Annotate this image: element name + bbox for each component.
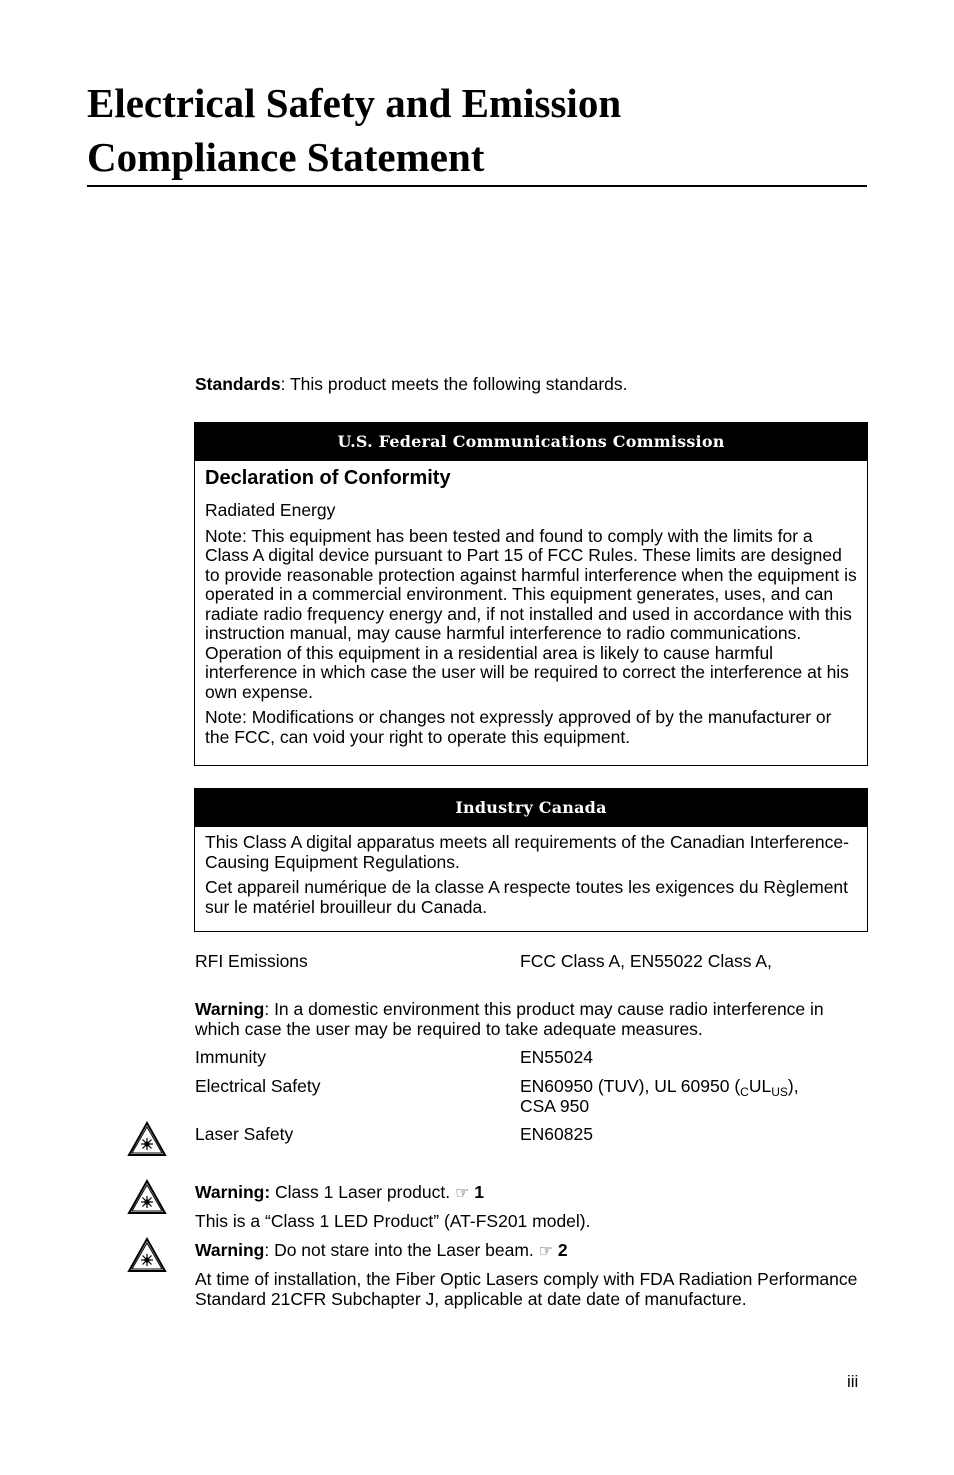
fcc-box bbox=[194, 422, 868, 766]
canada-box-header: Industry Canada bbox=[195, 789, 867, 827]
immunity-label: Immunity bbox=[195, 1047, 266, 1067]
electrical-safety-label: Electrical Safety bbox=[195, 1076, 321, 1096]
canada-english-text: This Class A digital apparatus meets all requirements of the Canadian Interference-Causing Equipment Regulations. bbox=[205, 832, 849, 872]
laser-warning-1-text: Class 1 Laser product. bbox=[270, 1182, 455, 1202]
canada-box bbox=[194, 788, 868, 932]
standards-intro bbox=[195, 375, 867, 395]
rfi-value: FCC Class A, EN55022 Class A, bbox=[520, 951, 772, 971]
es-ul: UL bbox=[748, 1076, 772, 1096]
title-line-2: Compliance Statement bbox=[87, 134, 485, 180]
es-line-2: CSA 950 bbox=[520, 1095, 590, 1116]
translation-ref-2: 2 bbox=[557, 1240, 568, 1260]
domestic-warning-label: Warning bbox=[195, 999, 265, 1019]
page-number: iii bbox=[847, 1372, 859, 1391]
es-sub-us: US bbox=[771, 1085, 788, 1099]
title-rule bbox=[87, 185, 867, 187]
laser-warning-2-label: Warning bbox=[195, 1240, 265, 1260]
pointing-hand-icon: ☞ bbox=[454, 1183, 470, 1202]
laser-warning-1-label: Warning: bbox=[195, 1182, 271, 1202]
led-product-text: This is a “Class 1 LED Product” (AT-FS201 model). bbox=[195, 1211, 591, 1231]
rfi-label: RFI Emissions bbox=[195, 951, 308, 971]
laser-warning-triangle-icon bbox=[127, 1237, 167, 1273]
domestic-warning-text: : In a domestic environment this product may cause radio interference in which case the user may be required to take adequate measures. bbox=[195, 999, 824, 1039]
es-sub-c: C bbox=[740, 1085, 749, 1099]
es-text-b: ), bbox=[787, 1076, 799, 1096]
fcc-box-header: U.S. Federal Communications Commission bbox=[195, 423, 867, 461]
immunity-value: EN55024 bbox=[520, 1047, 593, 1067]
laser-warning-1 bbox=[195, 1183, 867, 1203]
fcc-note-2: Note: Modifications or changes not expressly approved of by the manufacturer or the FCC, can void your right to operate this equipment. bbox=[205, 707, 832, 747]
electrical-safety-value bbox=[520, 1077, 865, 1116]
title-line-1: Electrical Safety and Emission bbox=[87, 80, 622, 126]
pointing-hand-icon: ☞ bbox=[538, 1241, 554, 1260]
laser-safety-value: EN60825 bbox=[520, 1124, 593, 1144]
laser-warning-triangle-icon bbox=[127, 1179, 167, 1215]
laser-warning-2-text: : Do not stare into the Laser beam. bbox=[264, 1240, 539, 1260]
fda-compliance-text: At time of installation, the Fiber Optic Lasers comply with FDA Radiation Performance Standard 21CFR Subchapter J, applicable at date date of manufacture. bbox=[195, 1269, 858, 1309]
fcc-note-1: Note: This equipment has been tested and found to comply with the limits for a Class A digital device pursuant to Part 15 of FCC Rules. These limits are designed to provide reasonable protection against harmful interference when the equipment is operated in a commercial environment. This equipment generates, uses, and can radiate radio frequency energy and, if not installed and used in accordance with this instruction manual, may cause harmful interference to radio communications. Operation of this equipment in a residential area is likely to cause harmful interference in which case the user will be required to correct the interference at his own expense. bbox=[205, 525, 857, 702]
laser-warning-2 bbox=[195, 1241, 867, 1261]
radiated-energy-label: Radiated Energy bbox=[205, 500, 336, 520]
domestic-warning bbox=[195, 1000, 867, 1039]
translation-ref-1: 1 bbox=[474, 1182, 484, 1202]
standards-text: : This product meets the following standards. bbox=[280, 374, 628, 394]
canada-french-text: Cet appareil numérique de la classe A respecte toutes les exigences du Règlement sur le matériel brouilleur du Canada. bbox=[205, 877, 849, 917]
declaration-heading: Declaration of Conformity bbox=[205, 467, 451, 489]
laser-warning-triangle-icon bbox=[127, 1121, 167, 1157]
es-text-a: EN60950 (TUV), UL 60950 ( bbox=[520, 1076, 741, 1096]
laser-safety-label: Laser Safety bbox=[195, 1124, 294, 1144]
standards-label: Standards bbox=[195, 374, 281, 394]
page-title bbox=[87, 76, 867, 184]
